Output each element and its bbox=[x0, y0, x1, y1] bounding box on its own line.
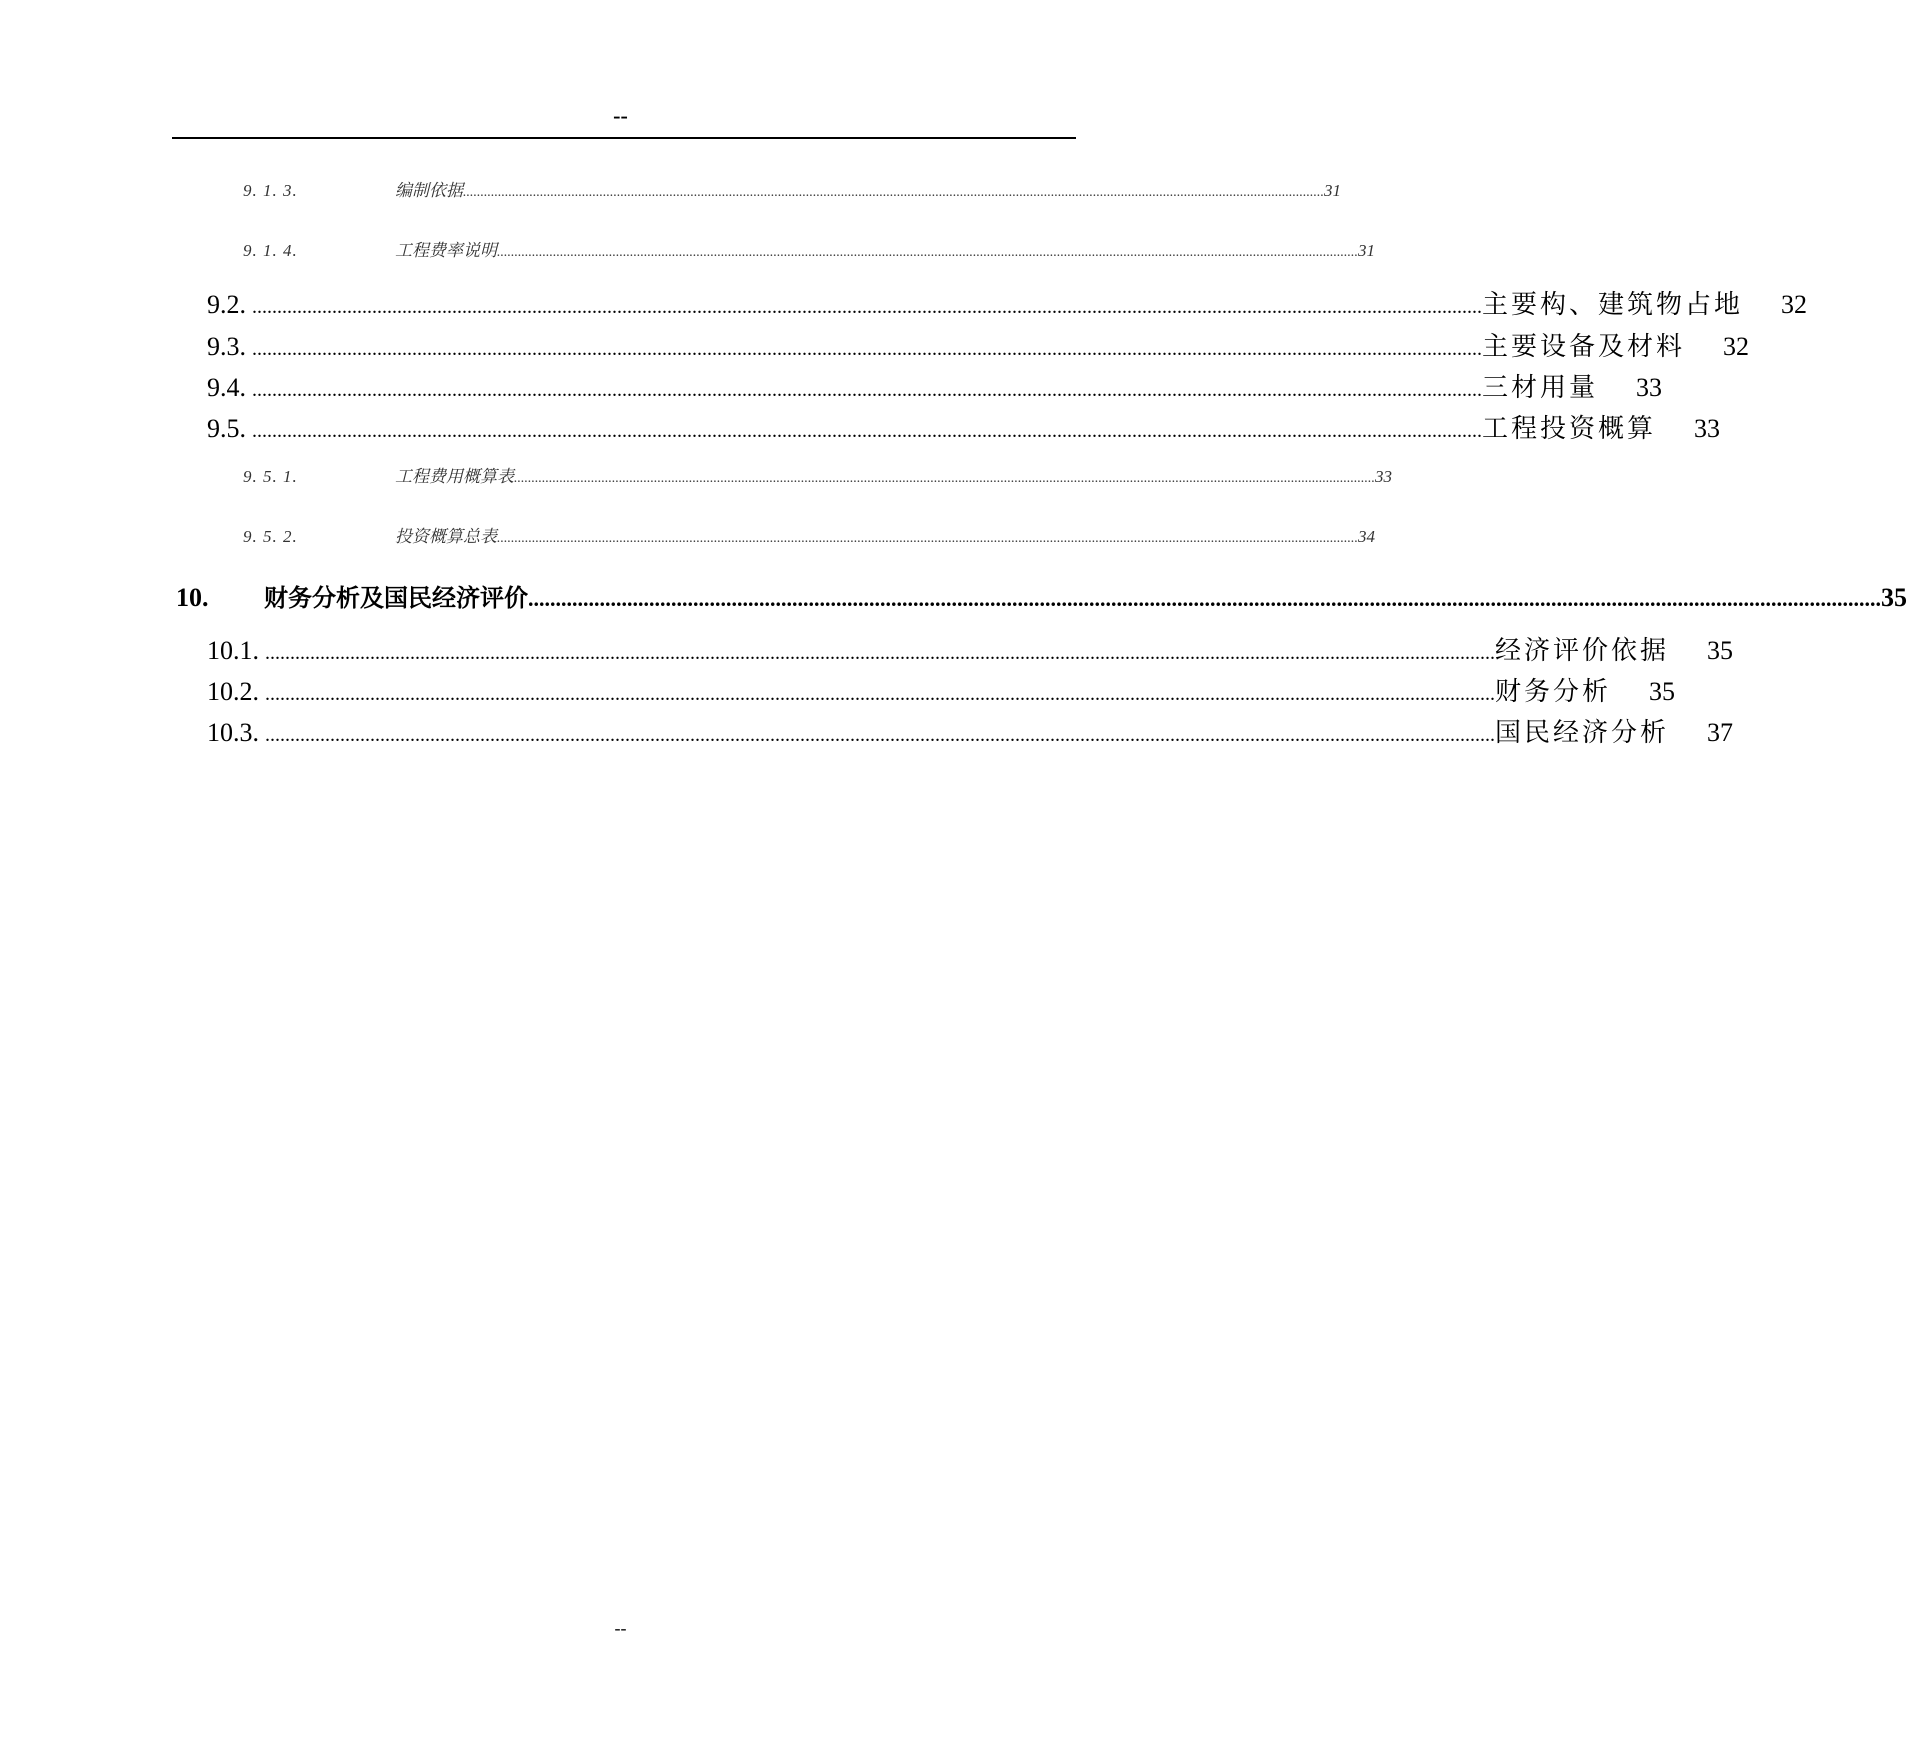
toc-entry-title: 工程费率说明 bbox=[395, 241, 497, 260]
toc-entry-title: 工程费用概算表 bbox=[395, 467, 514, 486]
toc-entry[interactable] bbox=[207, 284, 1808, 320]
toc-entry-page: 32 bbox=[1781, 290, 1808, 319]
toc-entry-number: 9. 1. 3. bbox=[243, 181, 298, 200]
dot-leader: ...................................................................................................................................................................................................................................................... bbox=[514, 471, 1375, 486]
toc-entry[interactable] bbox=[243, 176, 1341, 200]
dot-leader: ...................................................................................................................................................................................................................................................... bbox=[252, 338, 1482, 360]
toc-entry-title: 国民经济分析 bbox=[1495, 718, 1670, 747]
page-footer-mark: -- bbox=[614, 1618, 627, 1638]
toc-entry-number: 10.2. bbox=[207, 677, 259, 706]
toc-entry-number: 9.3. bbox=[207, 332, 246, 361]
dot-leader: ...................................................................................................................................................................................................................................................... bbox=[528, 586, 1881, 611]
toc-entry[interactable] bbox=[207, 326, 1750, 362]
toc-entry-number: 10.3. bbox=[207, 718, 259, 747]
toc-entry[interactable] bbox=[243, 236, 1375, 260]
toc-entry[interactable] bbox=[243, 462, 1392, 486]
toc-entry-page: 34 bbox=[1358, 527, 1375, 546]
toc-entry-number: 9.4. bbox=[207, 373, 246, 402]
toc-entry-title: 财务分析 bbox=[1495, 677, 1612, 706]
toc-entry-page: 33 bbox=[1636, 373, 1663, 402]
toc-entry-page: 35 bbox=[1707, 636, 1734, 665]
toc-entry-page: 32 bbox=[1723, 332, 1750, 361]
page-header-mark: -- bbox=[613, 103, 628, 128]
toc-entry[interactable] bbox=[243, 522, 1375, 546]
toc-entry-number: 9.2. bbox=[207, 290, 246, 319]
dot-leader: ...................................................................................................................................................................................................................................................... bbox=[497, 531, 1358, 546]
toc-entry-page: 37 bbox=[1707, 718, 1734, 747]
dot-leader: ...................................................................................................................................................................................................................................................... bbox=[265, 683, 1495, 705]
toc-entry-title: 主要设备及材料 bbox=[1482, 332, 1686, 361]
dot-leader: ...................................................................................................................................................................................................................................................... bbox=[252, 420, 1482, 442]
dot-leader: ...................................................................................................................................................................................................................................................... bbox=[252, 379, 1482, 401]
toc-entry-title: 财务分析及国民经济评价 bbox=[264, 584, 528, 612]
toc-entry-number: 9. 1. 4. bbox=[243, 241, 298, 260]
dot-leader: ...................................................................................................................................................................................................................................................... bbox=[265, 642, 1495, 664]
toc-entry-chapter[interactable] bbox=[176, 578, 1907, 614]
toc-entry-page: 35 bbox=[1649, 677, 1676, 706]
dot-leader: ...................................................................................................................................................................................................................................................... bbox=[265, 724, 1495, 746]
toc-entry[interactable] bbox=[207, 630, 1734, 666]
toc-entry-title: 工程投资概算 bbox=[1482, 414, 1657, 443]
dot-leader: ...................................................................................................................................................................................................................................................... bbox=[252, 296, 1482, 318]
toc-entry-number: 9.5. bbox=[207, 414, 246, 443]
dot-leader: ...................................................................................................................................................................................................................................................... bbox=[463, 185, 1324, 200]
toc-entry-title: 经济评价依据 bbox=[1495, 636, 1670, 665]
toc-entry-title: 主要构、建筑物占地 bbox=[1482, 290, 1744, 319]
toc-entry-page: 33 bbox=[1694, 414, 1721, 443]
toc-entry[interactable] bbox=[207, 408, 1721, 444]
toc-entry-page: 31 bbox=[1358, 241, 1375, 260]
toc-entry-page: 35 bbox=[1881, 583, 1907, 612]
header-rule bbox=[172, 137, 1076, 139]
toc-entry[interactable] bbox=[207, 671, 1676, 707]
toc-entry-page: 31 bbox=[1324, 181, 1341, 200]
toc-entry-title: 编制依据 bbox=[395, 181, 463, 200]
toc-entry-title: 投资概算总表 bbox=[395, 527, 497, 546]
toc-entry-title: 三材用量 bbox=[1482, 373, 1599, 402]
toc-entry-number: 10.1. bbox=[207, 636, 259, 665]
toc-entry-page: 33 bbox=[1375, 467, 1392, 486]
dot-leader: ...................................................................................................................................................................................................................................................... bbox=[497, 245, 1358, 260]
toc-entry[interactable] bbox=[207, 367, 1663, 403]
toc-entry-number: 9. 5. 2. bbox=[243, 527, 298, 546]
toc-entry-number: 9. 5. 1. bbox=[243, 467, 298, 486]
toc-entry[interactable] bbox=[207, 712, 1734, 748]
toc-entry-number: 10. bbox=[176, 583, 209, 612]
